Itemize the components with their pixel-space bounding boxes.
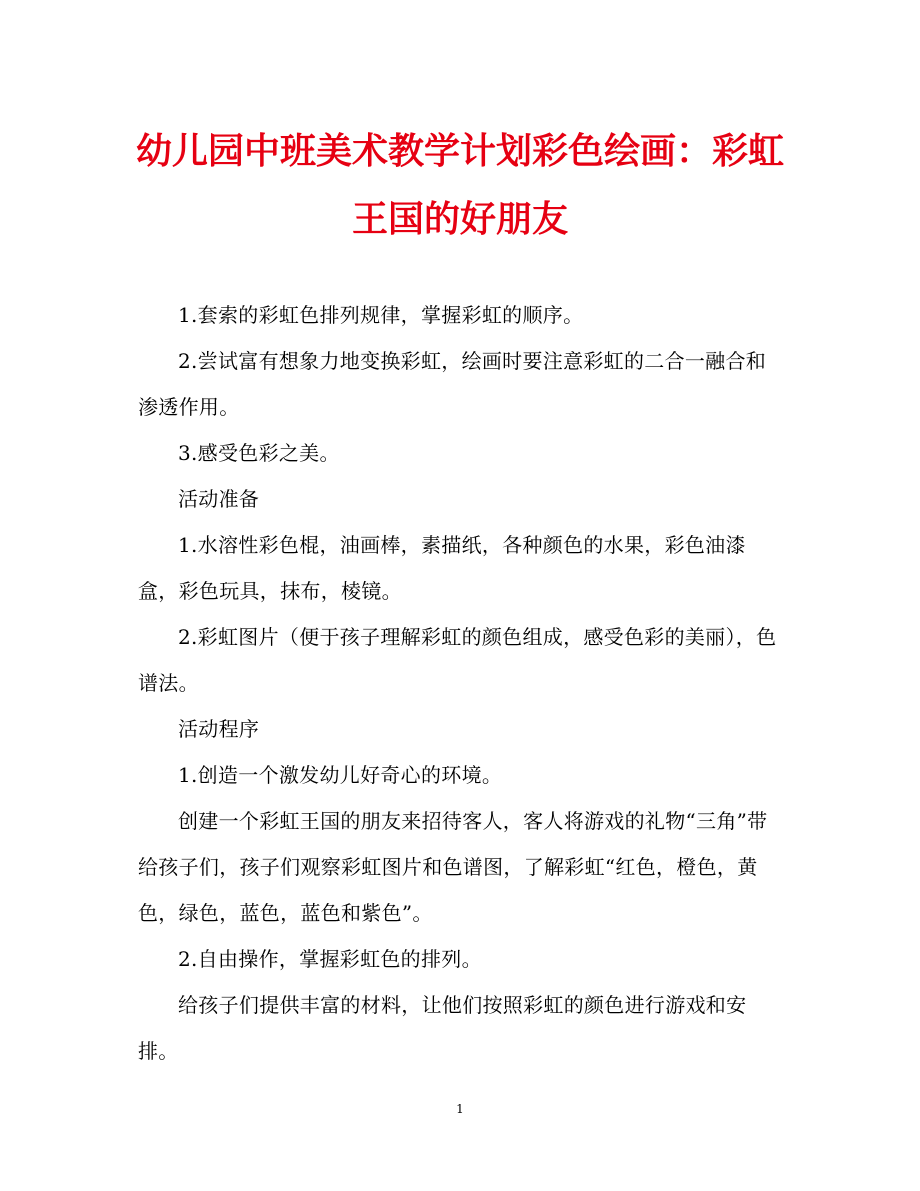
procedure-step-1-detail: 创建一个彩虹王国的朋友来招待客人，客人将游戏的礼物“三角”带给孩子们，孩子们观察彩虹图片和色谱图，了解彩虹“红色，橙色，黄色，绿色，蓝色，蓝色和紫色”。 [138,809,768,925]
procedure-step-2-detail: 给孩子们提供丰富的材料，让他们按照彩虹的颜色进行游戏和安排。 [138,993,747,1063]
document-title-line-1: 幼儿园中班美术教学计划彩色绘画：彩虹 [135,131,784,172]
procedure-step-1: 1.创造一个激发幼儿好奇心的环境。 [178,763,503,787]
page-number: 1 [456,1102,464,1116]
preparation-item-2: 2.彩虹图片（便于孩子理解彩虹的颜色组成，感受色彩的美丽），色谱法。 [138,625,777,695]
procedure-step-2: 2.自由操作，掌握彩虹色的排列。 [178,947,482,971]
objective-1: 1.套索的彩虹色排列规律，掌握彩虹的顺序。 [178,303,584,327]
document-title-line-2: 王国的好朋友 [351,199,568,240]
section-heading-preparation: 活动准备 [178,487,260,511]
preparation-item-1: 1.水溶性彩色棍，油画棒，素描纸，各种颜色的水果，彩色油漆盒，彩色玩具，抹布，棱镜。 [138,533,746,603]
section-heading-procedure: 活动程序 [178,717,260,741]
objective-2: 2.尝试富有想象力地变换彩虹，绘画时要注意彩虹的二合一融合和渗透作用。 [138,349,767,419]
objective-3: 3.感受色彩之美。 [178,441,340,465]
